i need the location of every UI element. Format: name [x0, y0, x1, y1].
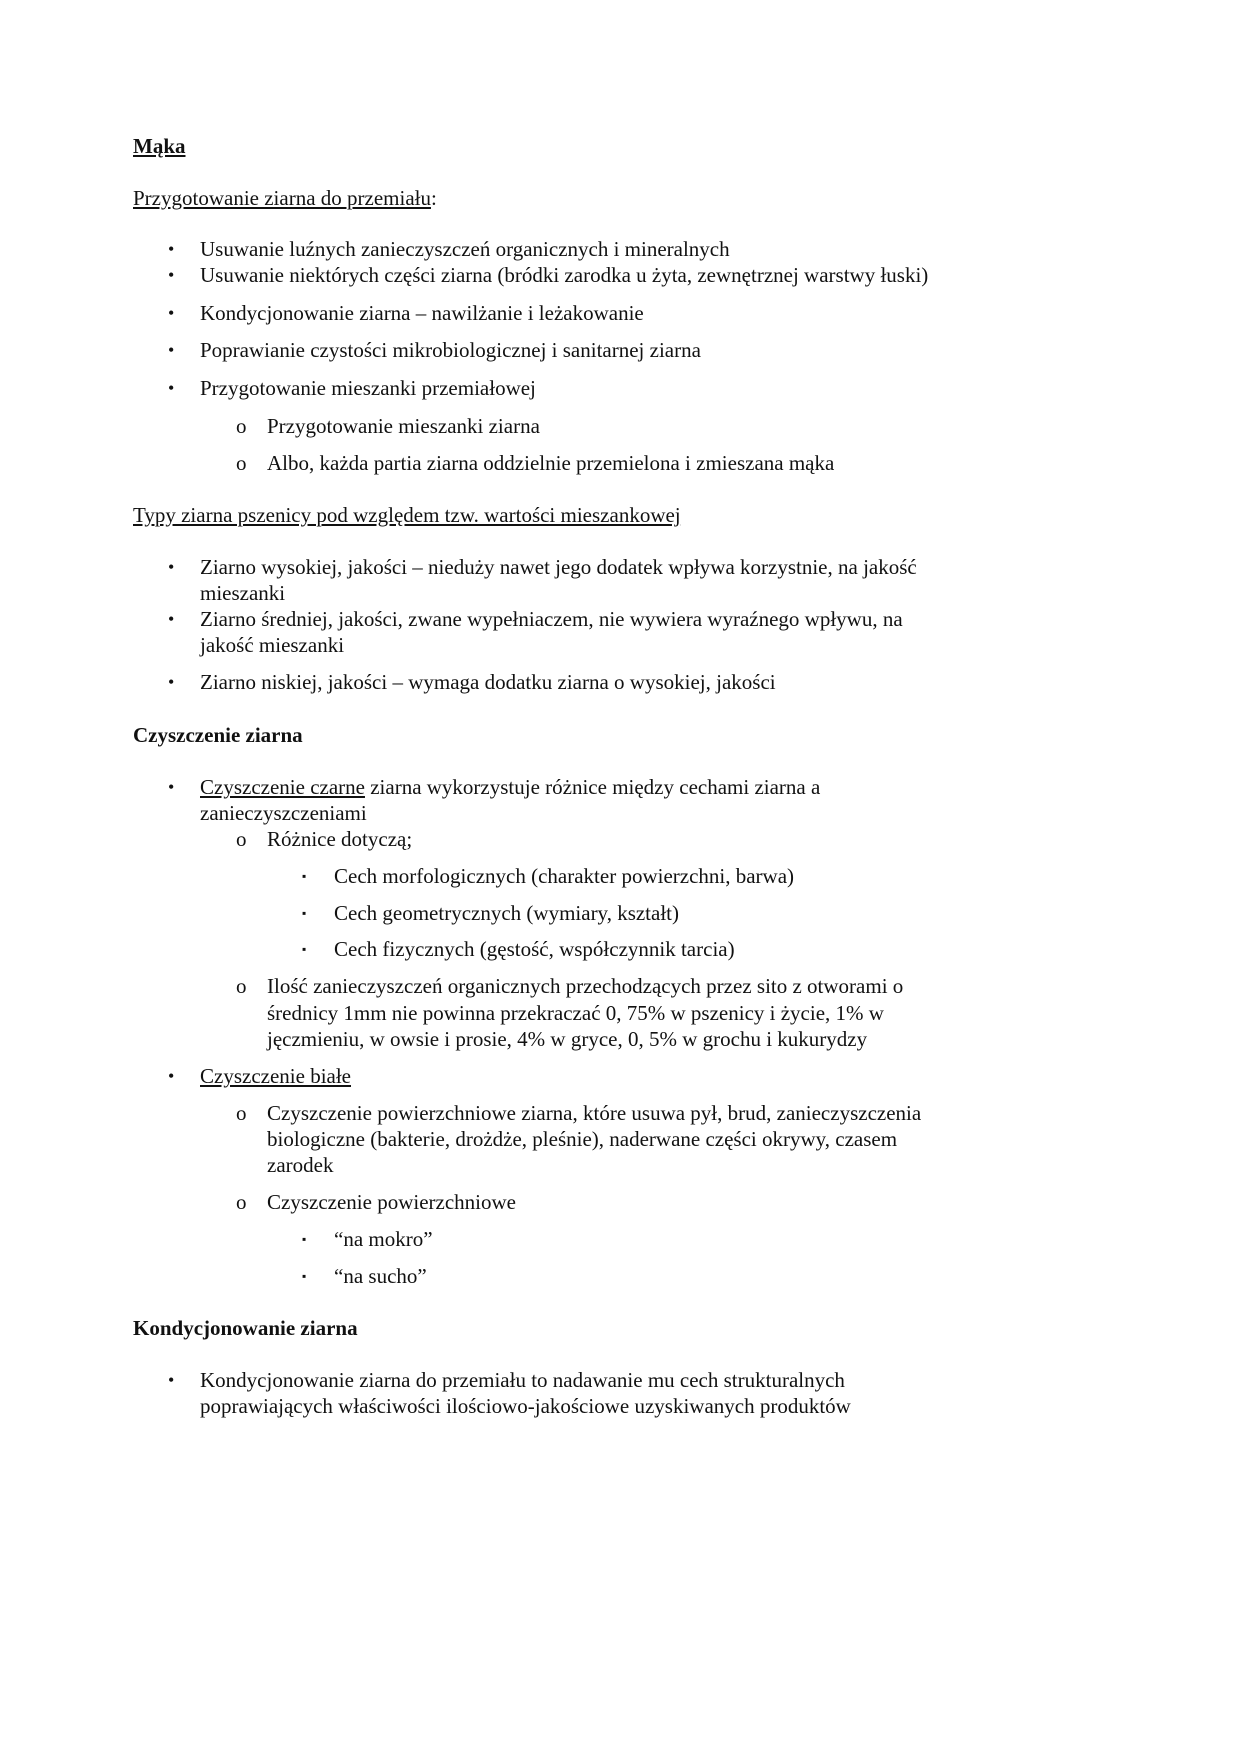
- circle-bullet-icon: o: [236, 451, 247, 475]
- square-bullet-icon: ▪: [302, 906, 307, 920]
- sub-list-item: Różnice dotyczą;: [267, 827, 413, 851]
- bullet-icon: •: [168, 777, 175, 797]
- section-heading-preparation: [133, 185, 437, 211]
- circle-bullet-icon: o: [236, 414, 247, 438]
- sub-list-item: Czyszczenie powierzchniowe ziarna, które usuwa pył, brud, zanieczyszczenia: [267, 1101, 922, 1125]
- sub-sub-list-item: Cech fizycznych (gęstość, współczynnik tarcia): [334, 937, 735, 961]
- sub-list-item-continued: jęczmieniu, w owsie i prosie, 4% w gryce, 0, 5% w grochu i kukurydzy: [267, 1027, 868, 1051]
- black-cleaning-text: ziarna wykorzystuje różnice między cechami ziarna a: [364, 775, 821, 799]
- square-bullet-icon: ▪: [302, 869, 307, 883]
- circle-bullet-icon: o: [236, 1101, 247, 1125]
- sub-list-item: Czyszczenie powierzchniowe: [267, 1190, 516, 1214]
- bullet-icon: •: [168, 303, 175, 323]
- list-item-continued: poprawiających właściwości ilościowo-jakościowe uzyskiwanych produktów: [200, 1394, 851, 1418]
- list-item: Usuwanie niektórych części ziarna (bródki zarodka u żyta, zewnętrznej warstwy łuski): [200, 263, 929, 287]
- square-bullet-icon: ▪: [302, 942, 307, 956]
- circle-bullet-icon: o: [236, 1190, 247, 1214]
- sub-list-item: Ilość zanieczyszczeń organicznych przechodzących przez sito z otworami o: [267, 974, 904, 998]
- bullet-icon: •: [168, 1066, 175, 1086]
- sub-list-item-continued: zarodek: [267, 1153, 334, 1177]
- list-item: Ziarno średniej, jakości, zwane wypełniaczem, nie wywiera wyraźnego wpływu, na: [200, 607, 903, 631]
- bullet-icon: •: [168, 239, 175, 259]
- list-item: Usuwanie luźnych zanieczyszczeń organicznych i mineralnych: [200, 237, 730, 261]
- bullet-icon: •: [168, 609, 175, 629]
- section-heading-types: Typy ziarna pszenicy pod względem tzw. wartości mieszankowej: [133, 503, 681, 527]
- sub-sub-list-item: Cech morfologicznych (charakter powierzchni, barwa): [334, 864, 795, 888]
- bullet-icon: •: [168, 557, 175, 577]
- list-item: Poprawianie czystości mikrobiologicznej i sanitarnej ziarna: [200, 338, 701, 362]
- list-item-continued: jakość mieszanki: [200, 633, 345, 657]
- list-item-continued: zanieczyszczeniami: [200, 801, 367, 825]
- bullet-icon: •: [168, 378, 175, 398]
- sub-list-item-continued: średnicy 1mm nie powinna przekraczać 0, 75% w pszenicy i życie, 1% w: [267, 1001, 884, 1025]
- sub-sub-list-item: Cech geometrycznych (wymiary, kształt): [334, 901, 680, 925]
- sub-sub-list-item: “na mokro”: [334, 1227, 433, 1251]
- circle-bullet-icon: o: [236, 974, 247, 998]
- list-item: Kondycjonowanie ziarna do przemiału to nadawanie mu cech strukturalnych: [200, 1368, 845, 1392]
- section-heading-conditioning: Kondycjonowanie ziarna: [133, 1316, 358, 1340]
- white-cleaning-term: Czyszczenie białe: [200, 1064, 351, 1088]
- list-item: Ziarno wysokiej, jakości – nieduży nawet jego dodatek wpływa korzystnie, na jakość: [200, 555, 917, 579]
- list-item-continued: mieszanki: [200, 581, 286, 605]
- sub-list-item: Albo, każda partia ziarna oddzielnie przemielona i zmieszana mąka: [267, 451, 835, 475]
- heading-text: Przygotowanie ziarna do przemiału: [133, 186, 431, 210]
- list-item: Przygotowanie mieszanki przemiałowej: [200, 376, 536, 400]
- list-item: Kondycjonowanie ziarna – nawilżanie i leżakowanie: [200, 301, 644, 325]
- heading-colon: :: [430, 186, 437, 210]
- list-item: [200, 774, 820, 800]
- sub-list-item-continued: biologiczne (bakterie, drożdże, pleśnie), naderwane części okrywy, czasem: [267, 1127, 898, 1151]
- sub-sub-list-item: “na sucho”: [334, 1264, 427, 1288]
- square-bullet-icon: ▪: [302, 1232, 307, 1246]
- square-bullet-icon: ▪: [302, 1269, 307, 1283]
- bullet-icon: •: [168, 265, 175, 285]
- bullet-icon: •: [168, 340, 175, 360]
- black-cleaning-term: Czyszczenie czarne: [200, 775, 365, 799]
- sub-list-item: Przygotowanie mieszanki ziarna: [267, 414, 540, 438]
- bullet-icon: •: [168, 672, 175, 692]
- bullet-icon: •: [168, 1370, 175, 1390]
- document-title: Mąka: [133, 134, 186, 158]
- section-heading-cleaning: Czyszczenie ziarna: [133, 723, 303, 747]
- list-item: Ziarno niskiej, jakości – wymaga dodatku ziarna o wysokiej, jakości: [200, 670, 776, 694]
- circle-bullet-icon: o: [236, 827, 247, 851]
